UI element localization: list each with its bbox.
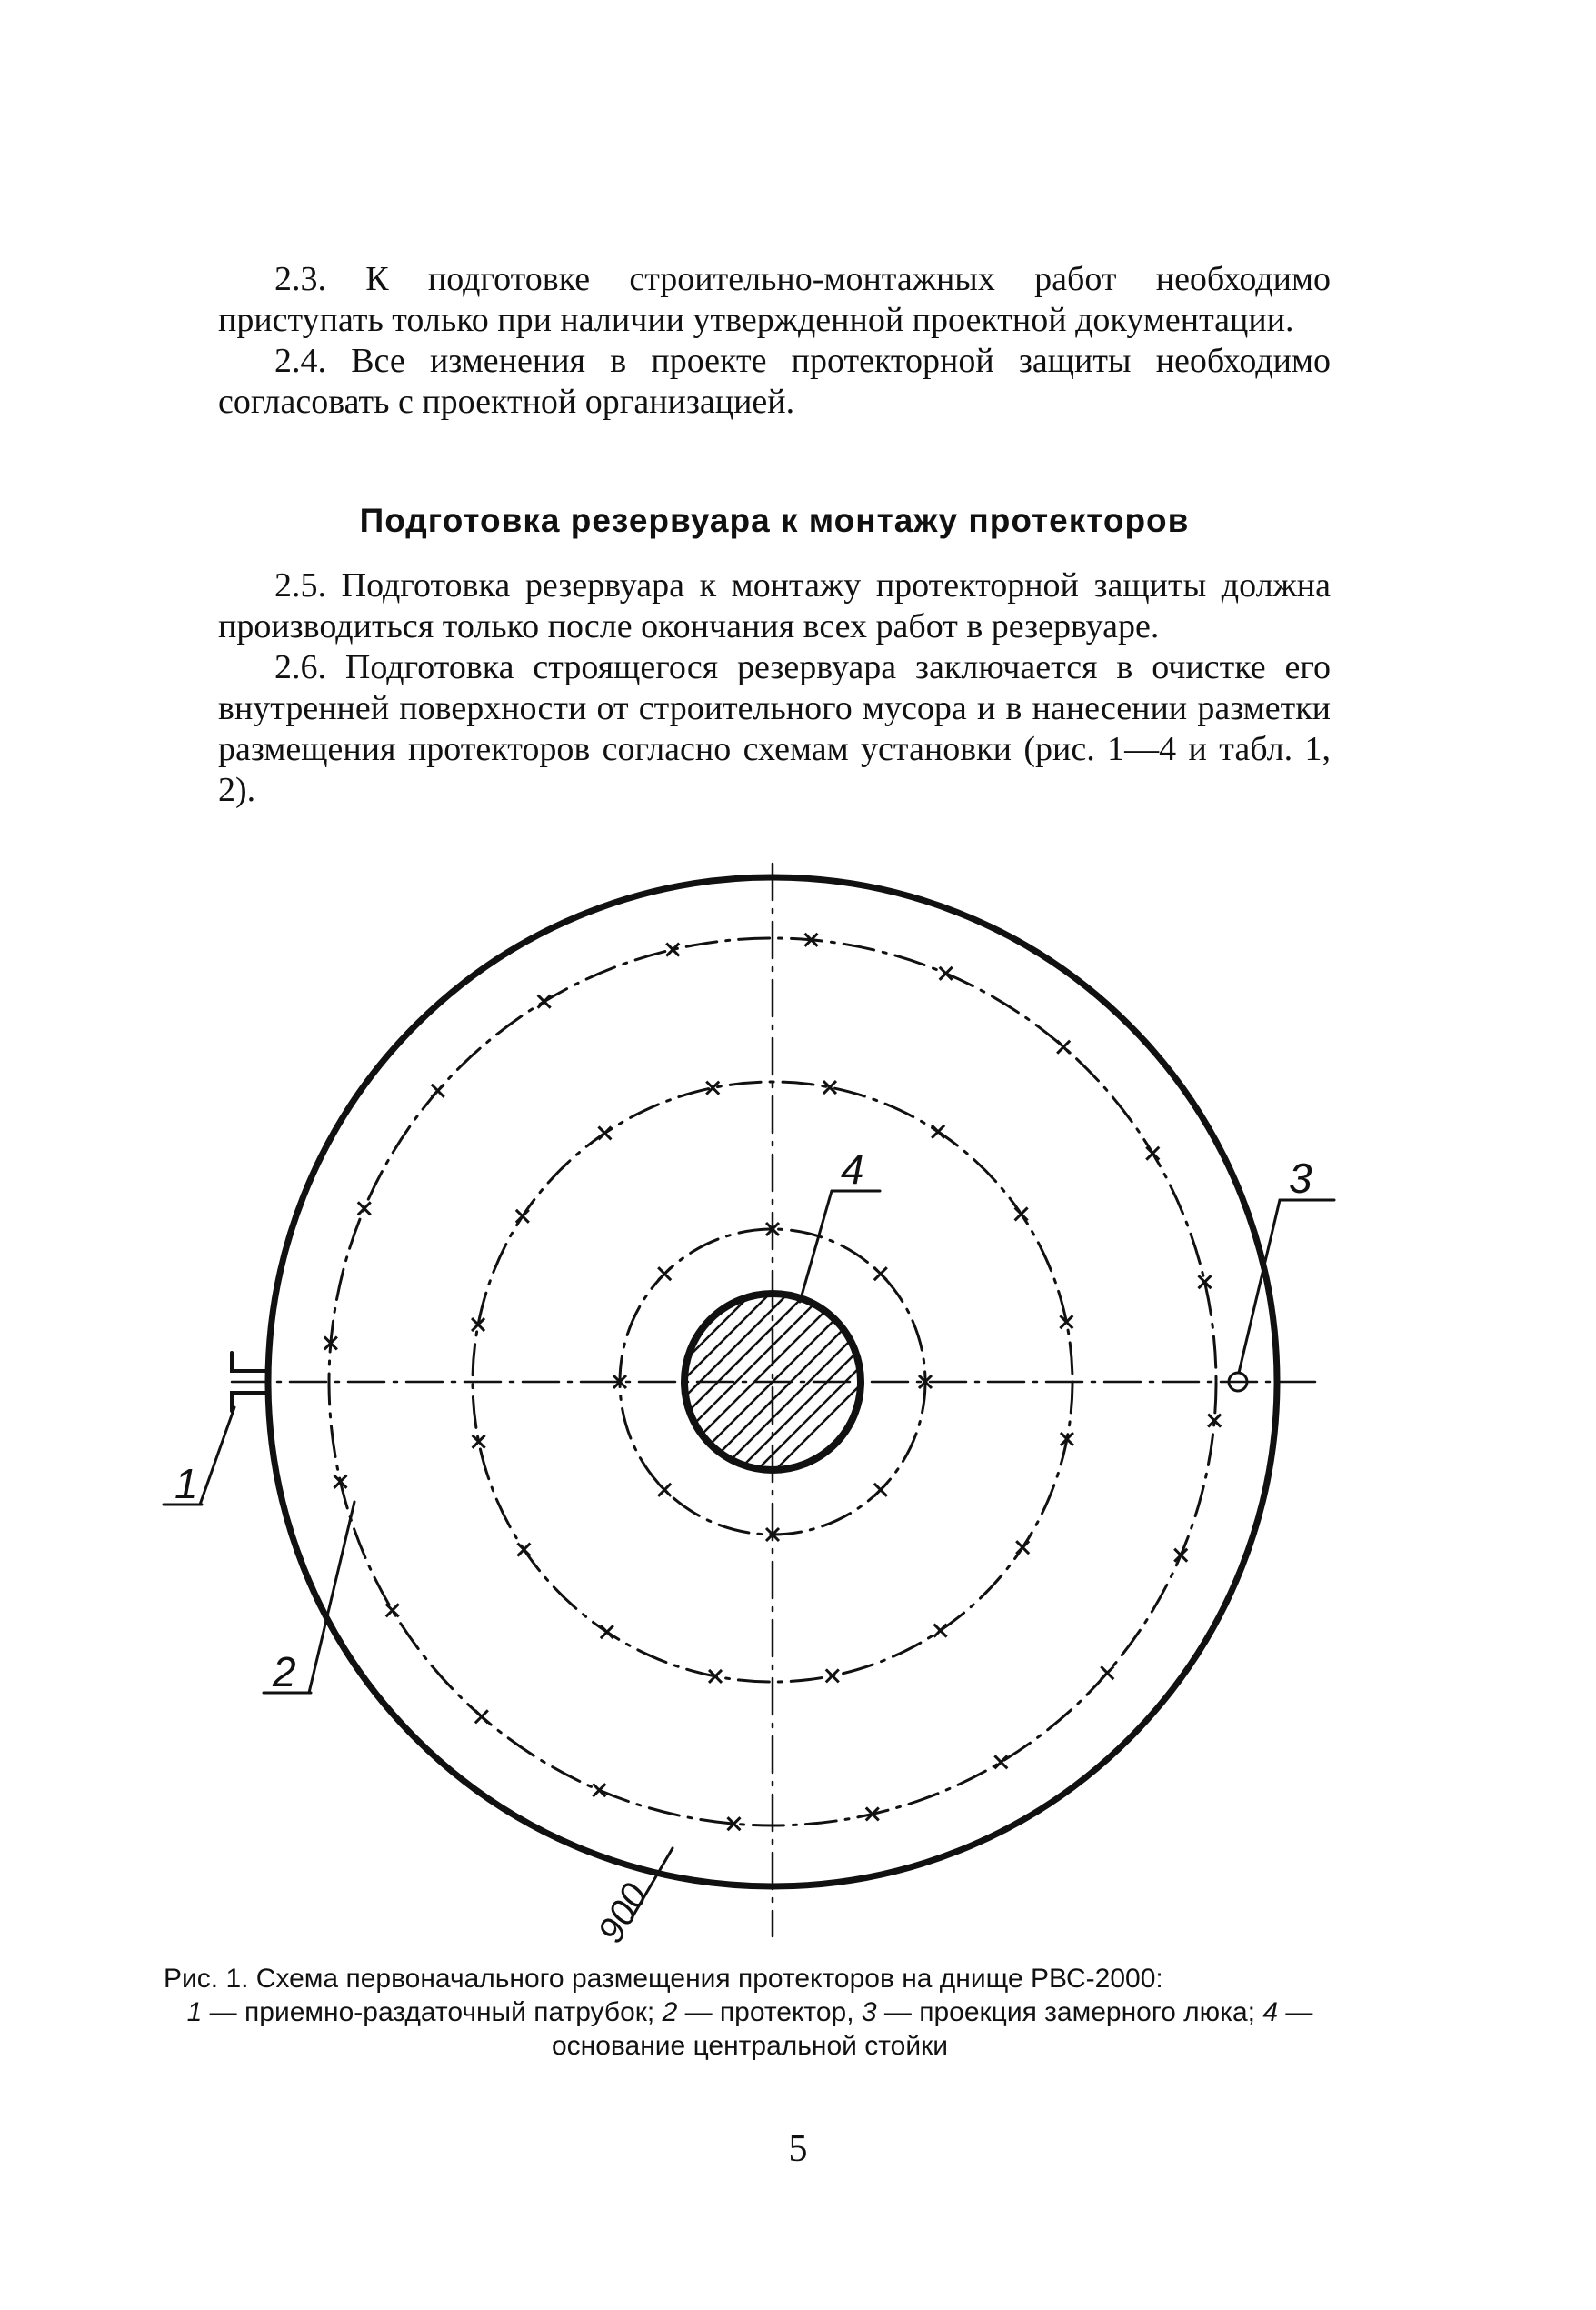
paragraph-2-4: 2.4. Все изменения в проекте протекторной защиты необходимо согласовать с проектной организацией. — [218, 342, 1331, 421]
leader-1 — [200, 1407, 234, 1505]
legend-4-number: 4 — [1262, 1997, 1278, 2027]
protector-mark — [598, 1126, 611, 1139]
legend-3-number: 3 — [861, 1997, 877, 2027]
page-number: 5 — [788, 2128, 808, 2170]
legend-1-text: — приемно-раздаточный патрубок; — [202, 1997, 663, 2027]
protector-mark — [874, 1267, 887, 1280]
protector-mark — [1174, 1549, 1187, 1562]
legend-3-text: — проекция замерного люка; — [876, 1997, 1263, 2027]
protector-mark — [994, 1755, 1007, 1768]
protector-mark — [1016, 1541, 1029, 1554]
protector-mark — [1101, 1666, 1113, 1679]
protector-mark — [658, 1267, 671, 1280]
leader-4 — [800, 1191, 832, 1302]
legend-4-text: — основание центральной стойки — [552, 1997, 1313, 2061]
protector-mark — [934, 1625, 947, 1637]
protector-mark — [826, 1669, 839, 1682]
dimension-label: 900 — [590, 1876, 656, 1950]
paragraph-2-3: 2.3. К подготовке строительно-монтажных работ необходимо приступать только при наличии утвержденной проектной документации. — [218, 260, 1331, 339]
caption-legend — [187, 1997, 1313, 2061]
protector-mark — [432, 1085, 444, 1097]
caption-title: Рис. 1. Схема первоначального размещения протекторов на днище РВС-2000: — [164, 1964, 1163, 1994]
figure-caption — [164, 1962, 1336, 2063]
protector-mark — [874, 1484, 887, 1496]
protector-mark — [538, 995, 551, 1008]
paragraph-2-6: 2.6. Подготовка строящегося резервуара заключается в очистке его внутренней поверхности от строительного мусора и в нанесении разметки размещения протекторов согласно схемам установки (рис. 1—4 и табл. 1, 2). — [218, 648, 1331, 809]
callout-4-label: 4 — [841, 1145, 864, 1193]
protector-mark — [593, 1784, 605, 1796]
legend-2-text: — протектор, — [677, 1997, 862, 2027]
section-heading: Подготовка резервуара к монтажу протекторов — [359, 502, 1190, 539]
callout-1-label: 1 — [175, 1460, 198, 1507]
legend-2-number: 2 — [662, 1997, 678, 2027]
paragraphs-top — [218, 259, 1331, 423]
protector-mark — [358, 1202, 371, 1215]
protector-mark — [1015, 1207, 1028, 1220]
protector-mark — [601, 1625, 613, 1638]
paragraph-2-5: 2.5. Подготовка резервуара к монтажу протекторной защиты должна производиться только после окончания всех работ в резервуаре. — [218, 566, 1331, 645]
protector-mark — [517, 1544, 530, 1556]
protector-mark — [940, 967, 953, 980]
protector-mark — [658, 1484, 671, 1496]
callout-2-label: 2 — [273, 1648, 296, 1695]
protector-mark — [1146, 1147, 1159, 1160]
protector-mark — [475, 1710, 488, 1723]
callout-3-label: 3 — [1289, 1155, 1312, 1202]
figure-tank-bottom-scheme — [136, 855, 1354, 1964]
paragraphs-mid — [218, 565, 1331, 811]
protector-mark — [386, 1604, 399, 1616]
protector-mark — [516, 1210, 529, 1223]
protector-mark — [932, 1125, 944, 1138]
legend-1-number: 1 — [186, 1997, 203, 2027]
protector-mark — [1057, 1041, 1070, 1054]
